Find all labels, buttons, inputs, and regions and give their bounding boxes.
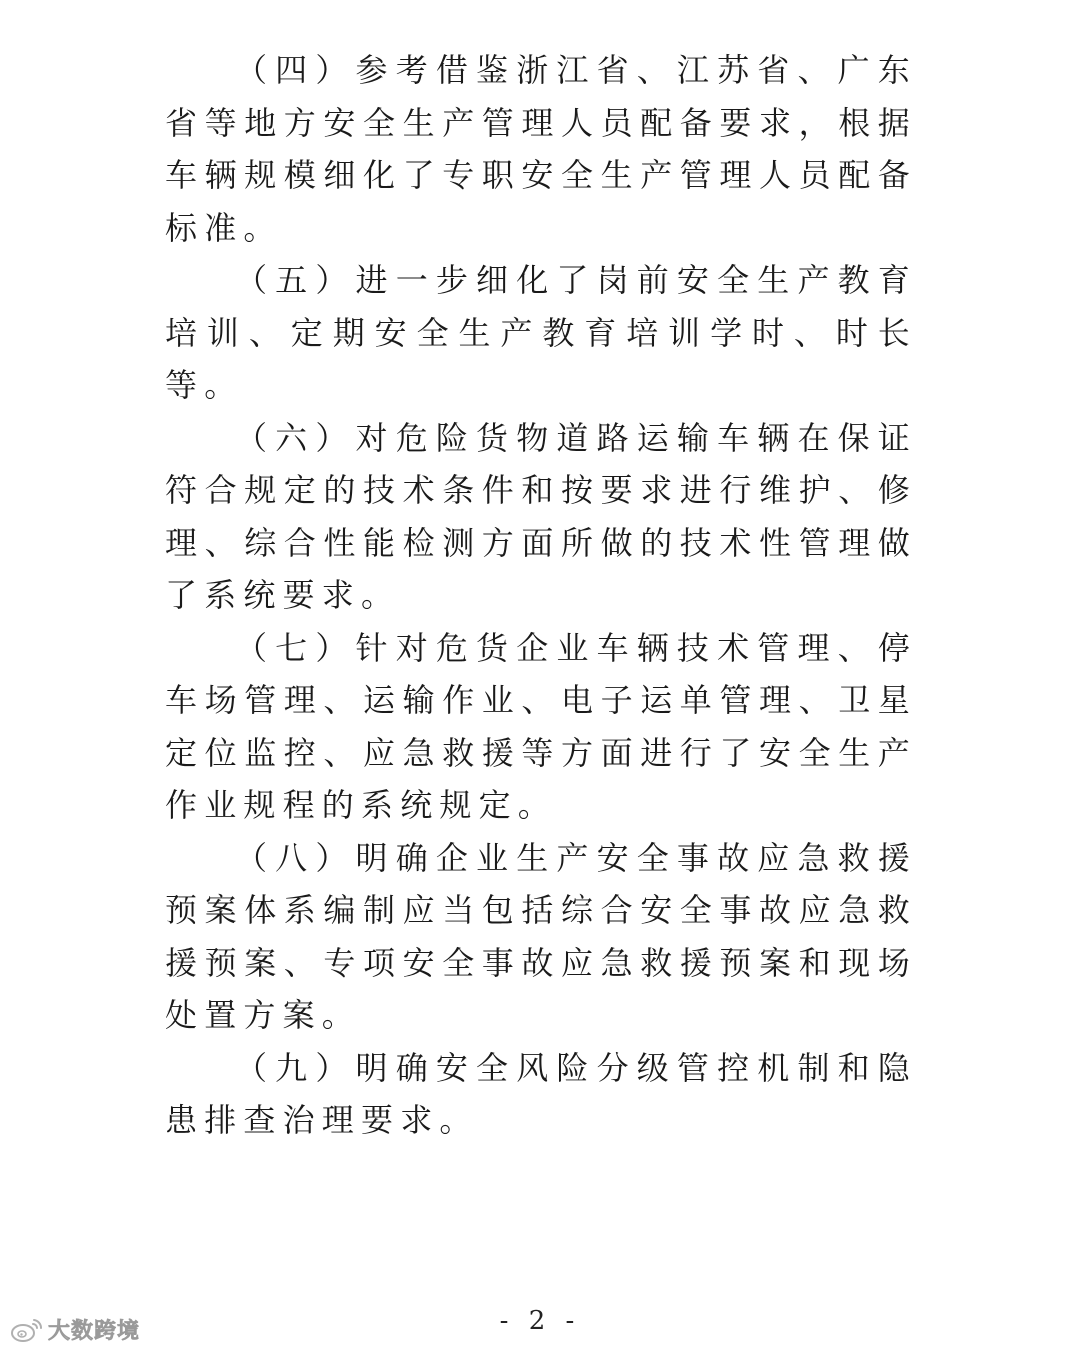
page-number: - 2 - bbox=[499, 1306, 581, 1336]
document-body bbox=[165, 44, 917, 1147]
watermark-text: 大数跨境 bbox=[48, 1319, 141, 1344]
paragraph-8: （八）明确企业生产安全事故应急救援预案体系编制应当包括综合安全事故应急救援预案、专项安全事故应急救援预案和现场处置方案。 bbox=[165, 838, 917, 1034]
paragraph-4: （四）参考借鉴浙江省、江苏省、广东省等地方安全生产管理人员配备要求，根据车辆规模细化了专职安全生产管理人员配备标准。 bbox=[165, 51, 917, 247]
paragraph-5: （五）进一步细化了岗前安全生产教育培训、定期安全生产教育培训学时、时长等。 bbox=[165, 261, 917, 404]
paragraph-6: （六）对危险货物道路运输车辆在保证符合规定的技术条件和按要求进行维护、修理、综合性能检测方面所做的技术性管理做了系统要求。 bbox=[165, 418, 917, 614]
weibo-logo-icon bbox=[10, 1316, 44, 1344]
paragraph-7: （七）针对危货企业车辆技术管理、停车场管理、运输作业、电子运单管理、卫星定位监控、应急救援等方面进行了安全生产作业规程的系统规定。 bbox=[165, 628, 917, 824]
watermark bbox=[10, 1314, 140, 1345]
paragraph-9: （九）明确安全风险分级管控机制和隐患排查治理要求。 bbox=[165, 1048, 917, 1139]
